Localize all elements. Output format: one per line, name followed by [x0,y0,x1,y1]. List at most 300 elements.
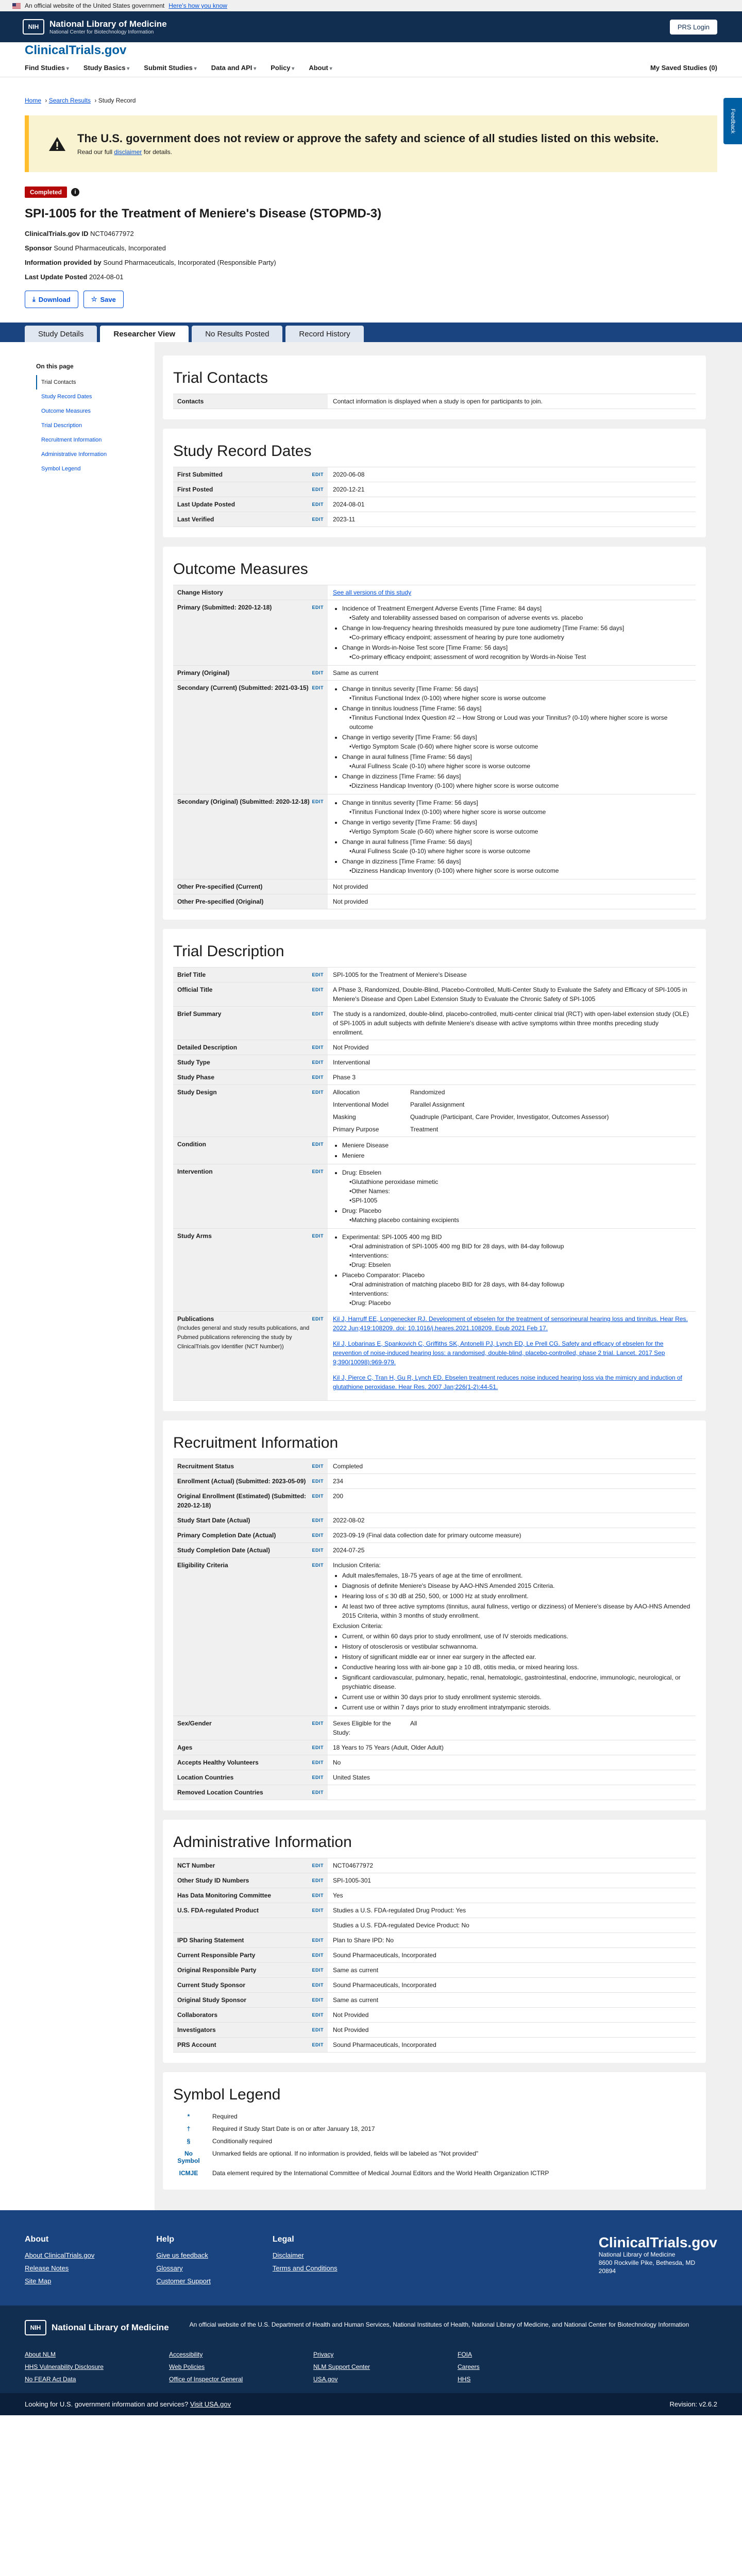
nlm-footer-link[interactable]: FOIA [458,2351,473,2358]
item-title: Change in tinnitus loudness [Time Frame: 56 days] [342,705,482,712]
legend-symbol: ICMJE [179,2170,198,2177]
nlm-header [0,11,742,42]
nlm-subtitle: National Center for Biotechnology Information [49,29,154,35]
recruitment-info-rows [173,1459,696,1800]
list-item: • Meniere [342,1151,690,1160]
legend-symbol: † [187,2125,191,2132]
study-record-dates-rows [173,467,696,527]
row-value: 18 Years to 75 Years (Adult, Older Adult) [333,1744,444,1751]
tab-3[interactable]: Record History [285,326,363,342]
record-row [173,1888,696,1903]
legend-row [173,2147,696,2167]
design-key: Allocation [333,1089,360,1096]
row-label: Condition EDIT [173,1137,328,1164]
usa-gov-link[interactable]: Visit USA.gov [190,2400,231,2408]
row-value [328,1312,696,1400]
record-row [173,1489,696,1513]
prs-login-button[interactable]: PRS Login [670,20,717,35]
sidebar-title: On this page [36,363,74,370]
versions-link[interactable]: See all versions of this study [333,589,412,596]
edit-link[interactable]: EDIT [312,1075,324,1080]
nav-item-4[interactable]: Policy ▾ [271,64,294,72]
item-title: Change in vertigo severity [Time Frame: 56 days] [342,819,477,826]
tab-0[interactable]: Study Details [25,326,97,342]
publication-link[interactable]: Kil J, Pierce C, Tran H, Gu R, Lynch ED. Ebselen treatment reduces noise induced hearing loss via the mimicry and induction of glutathione peroxidase. Hear Res. 2007 Jan;226(1-2):44-51. [333,1374,682,1391]
edit-link[interactable]: EDIT [312,1893,324,1898]
list-item: • Current, or within 60 days prior to study enrollment, use of IV steroids medications. [342,1632,690,1641]
edit-link[interactable]: EDIT [312,1316,324,1321]
edit-link[interactable]: EDIT [312,685,324,690]
item-detail: • Tinnitus Functional Index Question #2 -- How Strong or Loud was your Tinnitus? (0-10) where higher score is worse outcome [342,713,690,732]
row-label: Primary (Submitted: 2020-12-18) EDIT [173,600,328,665]
nlm-footer-link[interactable]: Careers [458,2363,480,2370]
item-title: Drug: Ebselen [342,1169,382,1176]
tab-1[interactable]: Researcher View [100,326,189,342]
nav-item-2[interactable]: Submit Studies ▾ [144,64,196,72]
item-list [333,1232,690,1308]
row-value: 2022-08-02 [333,1517,365,1524]
legend-symbol: * [187,2113,190,2120]
edit-link[interactable]: EDIT [312,1790,324,1795]
feedback-tab[interactable]: Feedback [723,98,742,144]
nlm-footer-link[interactable]: Accessibility [169,2351,203,2358]
list-item [342,1168,690,1205]
edit-link[interactable]: EDIT [312,1533,324,1538]
edit-link[interactable]: EDIT [312,1563,324,1568]
outcome-measures-rows [173,585,696,909]
item-title: Change in vertigo severity [Time Frame: 56 days] [342,734,477,741]
row-label: Original Enrollment (Estimated) (Submitted: 2020-12-18) EDIT [173,1489,328,1513]
row-value: Studies a U.S. FDA-regulated Drug Product: Yes [333,1907,466,1914]
record-row [173,512,696,527]
record-row [173,1137,696,1164]
edit-link[interactable]: EDIT [312,972,324,977]
nlm-footer-link[interactable]: Web Policies [169,2363,205,2370]
publication-link[interactable]: Kil J, Lobarinas E, Spankovich C, Griffiths SK, Antonelli PJ, Lynch ED, Le Prell CG. Safety and efficacy of ebselen for the prevention of noise-induced hearing loss: a randomised, double-blind, placebo-controlled, phase 2 trial. Lancet. 2017 Sep 9;390(10098):969-979. [333,1340,665,1366]
item-detail: • Oral administration of matching placebo BID for 28 days, with 84-day followup [342,1280,690,1289]
record-row [173,1474,696,1489]
nlm-logo[interactable] [23,19,167,35]
breadcrumb-separator: › [43,97,49,104]
record-row [173,666,696,681]
item-title: Incidence of Treatment Emergent Adverse Events [Time Frame: 84 days] [342,605,542,612]
row-value: 234 [333,1478,344,1485]
nlm-footer-link[interactable]: HHS Vulnerability Disclosure [25,2363,104,2370]
legend-text: Required [212,2113,238,2120]
item-detail: • Interventions: [342,1289,690,1298]
nav-item-5[interactable]: About ▾ [309,64,332,72]
info-icon[interactable]: i [71,188,79,196]
footer-link[interactable]: Glossary [156,2264,183,2272]
item-detail: • Tinnitus Functional Index (0-100) where higher score is worse outcome [342,693,690,703]
list-item: • Conductive hearing loss with air-bone gap ≥ 10 dB, otitis media, or mixed hearing loss. [342,1663,690,1672]
row-label: Publications EDIT (Includes general and study results publications, and Pubmed publications referencing the study by ClinicalTrials.gov Identifier (NCT Number)) [173,1312,328,1400]
item-title: Experimental: SPI-1005 400 mg BID [342,1233,442,1241]
record-row [173,794,696,879]
record-row [173,1963,696,1978]
edit-link[interactable]: EDIT [312,2012,324,2018]
nav-item-0[interactable]: Find Studies ▾ [25,64,69,72]
edit-link[interactable]: EDIT [312,1863,324,1868]
edit-link[interactable]: EDIT [312,1760,324,1765]
row-label: Study Type EDIT [173,1055,328,1070]
symbol-legend-title: Symbol Legend [173,2086,281,2103]
nlm-footer-link[interactable]: Office of Inspector General [169,2376,243,2383]
row-label: Brief Title EDIT [173,968,328,982]
item-title: Change in aural fullness [Time Frame: 56 days] [342,753,472,760]
edit-link[interactable]: EDIT [312,1548,324,1553]
row-label: Secondary (Current) (Submitted: 2021-03-15) EDIT [173,681,328,794]
footer-link[interactable]: Give us feedback [156,2251,208,2259]
legend-text: Unmarked fields are optional. If no information is provided, fields will be labeled as "Not provided" [212,2150,479,2157]
record-row [173,1055,696,1070]
publications-note: (Includes general and study results publications, and Pubmed publications referencing the study by ClinicalTrials.gov Identifier (NCT Number)) [177,1325,310,1350]
record-row [173,1993,696,2008]
record-row [173,1558,696,1716]
record-row [173,1513,696,1528]
outcome-measures [163,547,706,920]
row-label: Study Phase EDIT [173,1070,328,1084]
meta-row [25,256,717,270]
row-label: Removed Location Countries EDIT [173,1785,328,1800]
gov-banner [0,0,742,11]
record-row [173,1978,696,1993]
edit-link[interactable]: EDIT [312,2027,324,2032]
row-value [328,1716,696,1740]
breadcrumb-item[interactable]: Search Results [48,97,91,104]
footer-description: An official website of the U.S. Department of Health and Human Services, National Institutes of Health, National Library of Medicine, and National Center for Biotechnology Information [189,2321,689,2328]
item-title: Change in dizziness [Time Frame: 56 days] [342,773,461,780]
footer-link[interactable]: Customer Support [156,2277,211,2285]
item-detail: • Safety and tolerability assessed based on comparison of adverse events vs. placebo [342,613,690,622]
status-badge: Completed [25,187,67,198]
row-label: Detailed Description EDIT [173,1040,328,1055]
edit-link[interactable]: EDIT [312,517,324,522]
row-value [328,600,696,665]
nlm-footer-link[interactable]: No FEAR Act Data [25,2376,76,2383]
sidebar-link[interactable]: Symbol Legend [41,466,81,472]
design-grid [333,1088,690,1134]
row-label: Eligibility Criteria EDIT [173,1558,328,1716]
site-footer [0,2210,742,2306]
row-label: Last Update Posted EDIT [173,497,328,512]
row-value [328,1085,696,1137]
recruitment-info [163,1420,706,1810]
edit-link[interactable]: EDIT [312,1745,324,1750]
list-item [342,772,690,790]
row-value: Same as current [333,1967,379,1974]
row-value [328,681,696,794]
item-detail: • Vertigo Symptom Scale (0-60) where higher score is worse outcome [342,742,690,751]
row-value [328,1558,696,1716]
record-row [173,894,696,909]
footer-col-1 [156,2235,211,2290]
footer-link[interactable]: Disclaimer [272,2251,304,2259]
meta-value: 2024-08-01 [89,273,124,281]
main-content [155,342,742,2210]
inclusion-title: Inclusion Criteria: [333,1562,381,1569]
record-row [173,1007,696,1040]
row-label: U.S. FDA-regulated Product EDIT [173,1903,328,1918]
design-key: Primary Purpose [333,1126,379,1133]
record-row [173,1903,696,1918]
revision-text: Revision: v2.6.2 [669,2400,717,2408]
page-title: SPI-1005 for the Treatment of Meniere's Disease (STOPMD-3) [25,207,382,221]
list-item [342,643,690,662]
row-label: Ages EDIT [173,1740,328,1755]
edit-link[interactable]: EDIT [312,1060,324,1065]
administrative-info-rows [173,1858,696,2053]
footer-link[interactable]: About ClinicalTrials.gov [25,2251,95,2259]
disclaimer-link[interactable]: disclaimer [114,148,142,156]
row-label: Has Data Monitoring Committee EDIT [173,1888,328,1903]
row-value: 2024-07-25 [333,1547,365,1554]
row-label [173,1918,328,1933]
record-row [173,2008,696,2023]
item-detail: • Co-primary efficacy endpoint; assessment of word recognition by Words-in-Noise Test [342,652,690,662]
footer-col-title: Legal [272,2235,294,2244]
edit-link[interactable]: EDIT [312,502,324,507]
record-row [173,1858,696,1873]
site-logo[interactable]: ClinicalTrials.gov [25,43,127,57]
sex-grid: Sexes Eligible for the Study: All [333,1720,417,1736]
edit-link[interactable]: EDIT [312,2042,324,2047]
record-row [173,1716,696,1740]
footer-col-0 [25,2235,94,2290]
footer-link[interactable]: Terms and Conditions [272,2264,338,2272]
row-label: Other Pre-specified (Current) [173,879,328,894]
legend-row [173,2135,696,2147]
edit-link[interactable]: EDIT [312,799,324,804]
edit-link[interactable]: EDIT [312,1142,324,1147]
edit-link[interactable]: EDIT [312,472,324,477]
list-item [342,1232,690,1269]
administrative-info-title: Administrative Information [173,1834,352,1851]
row-value: Completed [333,1463,363,1470]
trial-contacts [163,355,706,419]
list-item [342,1206,690,1225]
sidebar-link[interactable]: Trial Description [41,422,82,429]
item-detail: • Aural Fullness Scale (0-10) where higher score is worse outcome [342,846,690,856]
nlm-footer-link[interactable]: NLM Support Center [313,2363,370,2370]
gov-banner-text: An official website of the United States government [25,2,165,9]
record-row [173,879,696,894]
content-layout [0,342,742,2210]
edit-link[interactable]: EDIT [312,1997,324,2003]
item-title: Change in aural fullness [Time Frame: 56 days] [342,838,472,845]
row-label: NCT Number EDIT [173,1858,328,1873]
record-row [173,1459,696,1474]
outcome-measures-title: Outcome Measures [173,561,308,578]
row-label: Current Responsible Party EDIT [173,1948,328,1962]
inclusion-list [333,1571,690,1620]
edit-link[interactable]: EDIT [312,1908,324,1913]
item-title: Drug: Placebo [342,1207,382,1214]
download-icon: ⤓ [32,295,36,303]
row-value: Same as current [333,669,379,676]
edit-link[interactable]: EDIT [312,1721,324,1726]
row-value: A Phase 3, Randomized, Double-Blind, Placebo-Controlled, Multi-Center Study to Evaluate the Safety and Efficacy of SPI-1005 in Meniere's Disease and Open Label Extension Study to Evaluate the Chronic Safety of SPI-1005 [333,986,687,1003]
tab-2[interactable]: No Results Posted [192,326,282,342]
sidebar-link[interactable]: Administrative Information [41,451,107,457]
study-tabs [0,323,742,342]
row-label: Study Arms EDIT [173,1229,328,1311]
item-detail: • Dizziness Handicap Inventory (0-100) where higher score is worse outcome [342,781,690,790]
record-row [173,1085,696,1137]
row-label: Intervention EDIT [173,1164,328,1228]
footer-brand: ClinicalTrials.gov National Library of Medicine 8600 Rockville Pike, Bethesda, MD 20894 [598,2234,717,2275]
row-value [328,1229,696,1311]
item-detail: • Glutathione peroxidase mimetic [342,1177,690,1187]
row-value: 2020-06-08 [333,471,365,478]
edit-link[interactable]: EDIT [312,1045,324,1050]
row-label: PRS Account EDIT [173,2038,328,2052]
row-value [328,1164,696,1228]
list-item [342,798,690,817]
edit-link[interactable]: EDIT [312,1953,324,1958]
nlm-footer-link[interactable]: HHS [458,2376,471,2383]
nih-logo-icon: NIH [23,19,44,35]
edit-link[interactable]: EDIT [312,1494,324,1499]
footer-link[interactable]: Release Notes [25,2264,69,2272]
edit-link[interactable]: EDIT [312,987,324,992]
footer-nlm-logo[interactable]: NIH National Library of Medicine [25,2320,169,2335]
study-record-dates-title: Study Record Dates [173,443,312,460]
item-detail: • Co-primary efficacy endpoint; assessment of hearing by pure tone audiometry [342,633,690,642]
item-detail: • SPI-1005 [342,1196,690,1205]
row-label: Sex/Gender EDIT [173,1716,328,1740]
nav-item-3[interactable]: Data and API ▾ [211,64,257,72]
row-label: Official Title EDIT [173,982,328,1006]
saved-studies-link[interactable]: My Saved Studies (0) [650,64,717,72]
row-label: Secondary (Original) (Submitted: 2020-12-18) EDIT [173,794,328,879]
edit-link[interactable]: EDIT [312,1011,324,1016]
row-label: First Posted EDIT [173,482,328,497]
edit-link[interactable]: EDIT [312,1090,324,1095]
brand-bar [0,42,742,59]
gov-banner-link[interactable]: Here's how you know [168,2,227,9]
item-detail: • Interventions: [342,1251,690,1260]
row-value: Not Provided [333,2011,369,2019]
edit-link[interactable]: EDIT [312,1233,324,1239]
edit-link[interactable]: EDIT [312,1169,324,1174]
breadcrumb-item[interactable]: Home [25,97,42,104]
row-label: Original Study Sponsor EDIT [173,1993,328,2007]
edit-link[interactable]: EDIT [312,1968,324,1973]
nlm-footer [0,2306,742,2393]
edit-link[interactable]: EDIT [312,670,324,675]
sidebar-link[interactable]: Study Record Dates [41,394,92,400]
design-key: Interventional Model [333,1101,389,1108]
item-list [333,1141,690,1160]
meta-row [25,227,717,241]
record-row [173,1164,696,1229]
item-list [333,604,690,662]
item-detail: • Dizziness Handicap Inventory (0-100) where higher score is worse outcome [342,866,690,875]
edit-link[interactable]: EDIT [312,605,324,610]
record-row [173,394,696,409]
item-detail: • Aural Fullness Scale (0-10) where higher score is worse outcome [342,761,690,771]
edit-link[interactable]: EDIT [312,1938,324,1943]
sidebar-link[interactable]: Trial Contacts [36,375,155,389]
footer-col-2 [273,2235,338,2290]
list-item [342,704,690,732]
row-label: IPD Sharing Statement EDIT [173,1933,328,1947]
warning-icon [48,136,66,151]
record-row [173,600,696,666]
row-value: 2020-12-21 [333,486,365,493]
item-detail: • Tinnitus Functional Index (0-100) where higher score is worse outcome [342,807,690,817]
edit-link[interactable]: EDIT [312,1479,324,1484]
design-value: Parallel Assignment [410,1101,465,1108]
footer-col-title: Help [156,2235,175,2244]
design-value: Quadruple (Participant, Care Provider, Investigator, Outcomes Assessor) [410,1113,609,1121]
footer-link[interactable]: Site Map [25,2277,52,2285]
nlm-footer-link[interactable]: About NLM [25,2351,56,2358]
list-item: • Adult males/females, 18-75 years of age at the time of enrollment. [342,1571,690,1580]
meta-label: Information provided by [25,259,104,266]
breadcrumb [0,77,742,104]
row-value: Sound Pharmaceuticals, Incorporated [333,1981,436,1989]
edit-link[interactable]: EDIT [312,1982,324,1988]
nav-items [25,64,332,72]
record-row [173,467,696,482]
row-value: Not Provided [333,2026,369,2033]
publication-link[interactable]: Kil J, Harruff EE, Longenecker RJ. Development of ebselen for the treatment of sensorineural hearing loss and tinnitus. Hear Res. 2022 Jun;419:108209. doi: 10.1016/j.heares.2021.108209. Epub 2021 Feb 17. [333,1315,688,1332]
list-item [342,1270,690,1308]
list-item [342,857,690,875]
record-row [173,1755,696,1770]
row-value: SPI-1005 for the Treatment of Meniere's Disease [333,971,467,978]
list-item: • Hearing loss of ≤ 30 dB at 250, 500, or 1000 Hz at study enrollment. [342,1591,690,1601]
sidebar-link[interactable]: Recruitment Information [41,437,102,443]
nlm-footer-link[interactable]: USA.gov [313,2376,338,2383]
trial-description-rows [173,967,696,1401]
download-button[interactable]: ⤓ Download [25,291,78,308]
sidebar-link[interactable]: Outcome Measures [41,408,91,414]
legend-row [173,2110,696,2123]
breadcrumb-separator: › [93,97,98,104]
legend-text: Data element required by the International Committee of Medical Journal Editors and the World Health Organization ICTRP [212,2170,549,2177]
legend-text: Conditionally required [212,2138,273,2145]
meta-value: Sound Pharmaceuticals, Incorporated (Responsible Party) [103,259,276,266]
row-value [328,1137,696,1164]
list-item [342,733,690,751]
edit-link[interactable]: EDIT [312,1464,324,1469]
edit-link[interactable]: EDIT [312,1878,324,1883]
record-row [173,1040,696,1055]
row-value: Sound Pharmaceuticals, Incorporated [333,1952,436,1959]
exclusion-title: Exclusion Criteria: [333,1622,383,1630]
edit-link[interactable]: EDIT [312,1518,324,1523]
row-label: Contacts [173,394,328,409]
row-value: Interventional [333,1059,370,1066]
list-item [342,604,690,622]
row-value [328,585,696,600]
record-row [173,1948,696,1963]
save-button[interactable]: ☆ Save [83,291,124,308]
legend-symbol: No Symbol [177,2150,200,2164]
trial-description [163,929,706,1411]
nlm-footer-link[interactable]: Privacy [313,2351,334,2358]
edit-link[interactable]: EDIT [312,1775,324,1780]
nav-item-1[interactable]: Study Basics ▾ [83,64,129,72]
row-value: Not provided [333,883,368,890]
list-item: • Diagnosis of definite Meniere's Disease by AAO-HNS Amended 2015 Criteria. [342,1581,690,1590]
row-value: The study is a randomized, double-blind, placebo-controlled, multi-center clinical trial (RCT) with open-label extension study (OLE) of SPI-1005 in adult subjects with definite Meniere's disease with active symptoms within three months preceding study enrollment. [333,1010,689,1036]
record-row [173,2023,696,2038]
edit-link[interactable]: EDIT [312,487,324,492]
